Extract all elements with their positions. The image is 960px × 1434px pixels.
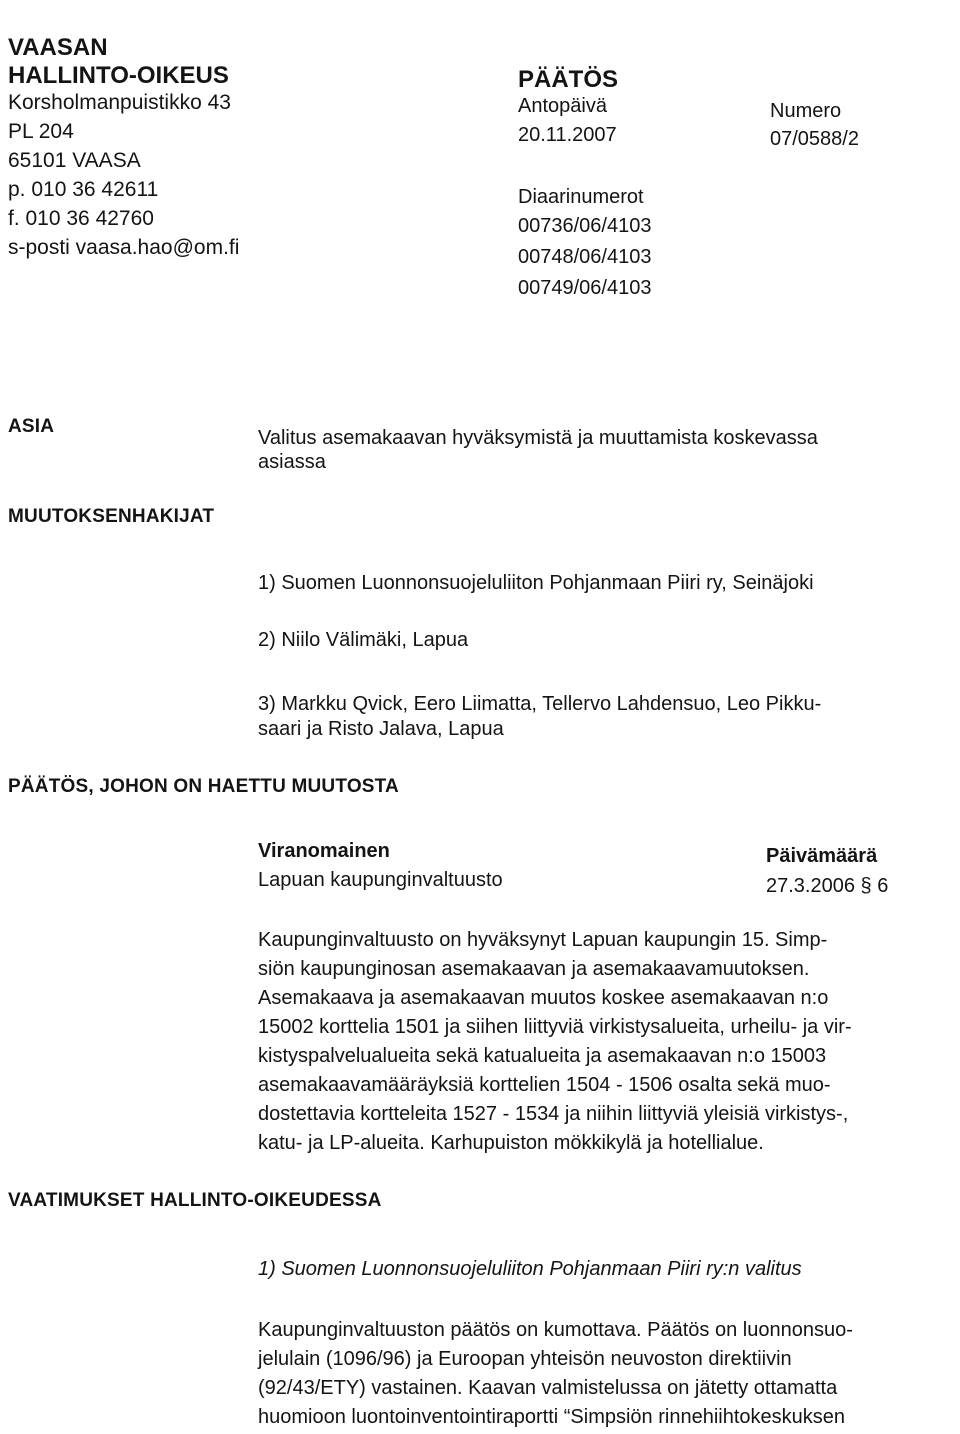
- description-line: katu- ja LP-alueita. Karhupuiston mökkikylä ja hotellialue.: [258, 1132, 764, 1154]
- court-name-line2: HALLINTO-OIKEUS: [8, 62, 229, 89]
- authority-label: Viranomainen: [258, 840, 390, 862]
- claims-text-line: huomioon luontoinventointiraportti “Simpsiön rinnehiihtokeskuksen: [258, 1406, 846, 1428]
- address-fax: f. 010 36 42760: [8, 207, 154, 230]
- authority-value: Lapuan kaupunginvaltuusto: [258, 869, 503, 891]
- address-email: s-posti vaasa.hao@om.fi: [8, 236, 240, 259]
- claims-text-line: Kaupunginvaltuuston päätös on kumottava. Päätös on luonnonsuo-: [258, 1319, 853, 1341]
- diary-number-2: 00748/06/4103: [518, 246, 652, 268]
- claims-text-line: (92/43/ETY) vastainen. Kaavan valmistelussa on jätetty ottamatta: [258, 1377, 838, 1399]
- diary-numbers-label: Diaarinumerot: [518, 186, 644, 208]
- court-address: [8, 88, 239, 262]
- description-line: Asemakaava ja asemakaavan muutos koskee asemakaavan n:o: [258, 987, 829, 1009]
- description-line: dostettavia kortteleita 1527 - 1534 ja niihin liittyviä yleisiä virkistys-,: [258, 1103, 849, 1125]
- appealed-decision-description: [258, 926, 958, 1158]
- address-postal: 65101 VAASA: [8, 149, 141, 172]
- appealed-decision-label: PÄÄTÖS, JOHON ON HAETTU MUUTOSTA: [8, 776, 399, 797]
- description-line: kistyspalvelualueita sekä katualueita ja asemakaavan n:o 15003: [258, 1045, 827, 1067]
- claims-text: [258, 1316, 958, 1432]
- issue-date-label: Antopäivä: [518, 95, 607, 117]
- claims-label: VAATIMUKSET HALLINTO-OIKEUDESSA: [8, 1190, 382, 1211]
- court-name: [8, 34, 229, 90]
- description-line: siön kaupunginosan asemakaavan ja asemakaavamuutoksen.: [258, 958, 810, 980]
- address-phone: p. 010 36 42611: [8, 178, 159, 201]
- asia-text-line2: asiassa: [258, 451, 326, 473]
- decision-title: PÄÄTÖS: [518, 66, 619, 93]
- diary-number-1: 00736/06/4103: [518, 215, 652, 237]
- claims-text-line: jelulain (1096/96) ja Euroopan yhteisön neuvoston direktiivin: [258, 1348, 792, 1370]
- number-label: Numero: [770, 100, 842, 122]
- asia-text-line1: Valitus asemakaavan hyväksymistä ja muuttamista koskevassa: [258, 427, 818, 449]
- description-line: 15002 korttelia 1501 ja siihen liittyviä virkistysalueita, urheilu- ja vir-: [258, 1016, 852, 1038]
- address-street: Korsholmanpuistikko 43: [8, 91, 231, 114]
- appellant-3-line2: saari ja Risto Jalava, Lapua: [258, 718, 504, 740]
- decision-date-value: 27.3.2006 § 6: [766, 875, 889, 897]
- claims-sub-heading: 1) Suomen Luonnonsuojeluliiton Pohjanmaan Piiri ry:n valitus: [258, 1258, 802, 1280]
- appellant-1: 1) Suomen Luonnonsuojeluliiton Pohjanmaan Piiri ry, Seinäjoki: [258, 572, 814, 594]
- number-value: 07/0588/2: [770, 128, 859, 150]
- appellants-label: MUUTOKSENHAKIJAT: [8, 506, 215, 527]
- appellant-2: 2) Niilo Välimäki, Lapua: [258, 629, 469, 651]
- issue-date-value: 20.11.2007: [518, 124, 617, 146]
- asia-label: ASIA: [8, 416, 55, 437]
- description-line: asemakaavamääräyksiä korttelien 1504 - 1506 osalta sekä muo-: [258, 1074, 831, 1096]
- diary-number-3: 00749/06/4103: [518, 277, 652, 299]
- description-line: Kaupunginvaltuusto on hyväksynyt Lapuan kaupungin 15. Simp-: [258, 929, 828, 951]
- appellant-3-line1: 3) Markku Qvick, Eero Liimatta, Tellervo Lahdensuo, Leo Pikku-: [258, 693, 822, 715]
- decision-date-label: Päivämäärä: [766, 845, 878, 867]
- address-po-box: PL 204: [8, 120, 74, 143]
- court-name-line1: VAASAN: [8, 34, 108, 61]
